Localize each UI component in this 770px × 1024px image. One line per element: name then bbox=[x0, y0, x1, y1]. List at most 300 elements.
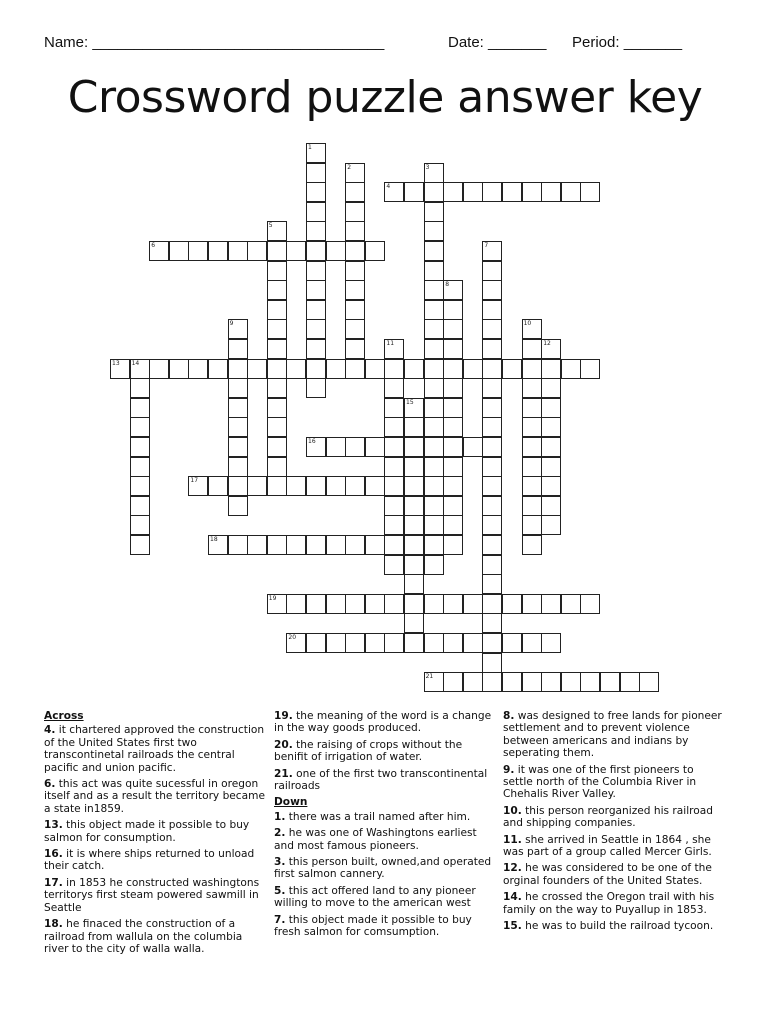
crossword-cell[interactable] bbox=[443, 535, 463, 555]
crossword-cell[interactable] bbox=[130, 398, 150, 418]
date-field-label[interactable]: Date: _______ bbox=[448, 34, 547, 51]
crossword-cell[interactable] bbox=[541, 182, 561, 202]
crossword-cell[interactable] bbox=[443, 359, 463, 379]
crossword-cell[interactable] bbox=[384, 417, 404, 437]
crossword-cell[interactable] bbox=[482, 417, 502, 437]
crossword-cell[interactable] bbox=[541, 515, 561, 535]
crossword-cell[interactable] bbox=[326, 359, 346, 379]
clue-item bbox=[44, 819, 266, 844]
crossword-cell[interactable] bbox=[424, 319, 444, 339]
crossword-cell[interactable] bbox=[228, 359, 248, 379]
crossword-cell[interactable] bbox=[306, 280, 326, 300]
crossword-cell[interactable] bbox=[345, 163, 365, 183]
clue-text: he was to build the railroad tycoon. bbox=[525, 920, 714, 933]
crossword-cell[interactable] bbox=[404, 613, 424, 633]
crossword-cell[interactable] bbox=[306, 261, 326, 281]
period-field-label[interactable]: Period: _______ bbox=[572, 34, 683, 51]
crossword-cell[interactable] bbox=[482, 339, 502, 359]
cell-clue-number: 19 bbox=[268, 594, 277, 602]
crossword-cell[interactable] bbox=[424, 457, 444, 477]
crossword-cell[interactable] bbox=[580, 672, 600, 692]
crossword-cell[interactable] bbox=[541, 359, 561, 379]
crossword-cell[interactable] bbox=[306, 300, 326, 320]
cell-clue-number: 10 bbox=[523, 320, 532, 328]
crossword-cell[interactable] bbox=[247, 535, 267, 555]
crossword-cell[interactable] bbox=[541, 457, 561, 477]
crossword-cell[interactable] bbox=[345, 535, 365, 555]
crossword-cell[interactable] bbox=[443, 457, 463, 477]
crossword-cell[interactable] bbox=[522, 672, 542, 692]
crossword-cell[interactable] bbox=[541, 437, 561, 457]
clue-item bbox=[274, 811, 496, 823]
clue-text: was designed to free lands for pioneer settlement and to prevent violence between americans and indians by seperating them. bbox=[503, 710, 722, 760]
crossword-cell[interactable] bbox=[306, 241, 326, 261]
crossword-cell[interactable] bbox=[502, 182, 522, 202]
clues-column-2 bbox=[274, 710, 496, 943]
crossword-cell[interactable] bbox=[267, 457, 287, 477]
crossword-cell[interactable] bbox=[365, 535, 385, 555]
crossword-cell[interactable] bbox=[580, 182, 600, 202]
crossword-cell[interactable] bbox=[482, 476, 502, 496]
crossword-cell[interactable] bbox=[424, 339, 444, 359]
crossword-cell[interactable] bbox=[267, 339, 287, 359]
crossword-cell[interactable] bbox=[345, 359, 365, 379]
crossword-cell[interactable] bbox=[443, 594, 463, 614]
crossword-cell[interactable] bbox=[404, 398, 424, 418]
crossword-cell[interactable] bbox=[424, 555, 444, 575]
crossword-cell[interactable] bbox=[443, 515, 463, 535]
clue-number: 17. bbox=[44, 876, 63, 889]
crossword-cell[interactable] bbox=[482, 319, 502, 339]
crossword-cell[interactable] bbox=[267, 398, 287, 418]
crossword-cell[interactable] bbox=[149, 241, 169, 261]
crossword-cell[interactable] bbox=[345, 319, 365, 339]
crossword-cell[interactable] bbox=[286, 594, 306, 614]
crossword-cell[interactable] bbox=[482, 496, 502, 516]
crossword-cell[interactable] bbox=[169, 359, 189, 379]
crossword-cell[interactable] bbox=[384, 182, 404, 202]
crossword-cell[interactable] bbox=[443, 398, 463, 418]
crossword-cell[interactable] bbox=[482, 378, 502, 398]
crossword-cell[interactable] bbox=[384, 555, 404, 575]
crossword-cell[interactable] bbox=[365, 241, 385, 261]
crossword-cell[interactable] bbox=[424, 672, 444, 692]
crossword-cell[interactable] bbox=[424, 163, 444, 183]
crossword-cell[interactable] bbox=[345, 437, 365, 457]
crossword-cell[interactable] bbox=[267, 280, 287, 300]
crossword-cell[interactable] bbox=[482, 574, 502, 594]
crossword-cell[interactable] bbox=[522, 359, 542, 379]
crossword-cell[interactable] bbox=[463, 182, 483, 202]
crossword-cell[interactable] bbox=[541, 594, 561, 614]
crossword-cell[interactable] bbox=[365, 437, 385, 457]
cell-clue-number: 11 bbox=[386, 340, 395, 347]
crossword-cell[interactable] bbox=[306, 476, 326, 496]
crossword-cell[interactable] bbox=[306, 163, 326, 183]
cell-clue-number: 12 bbox=[543, 340, 551, 347]
crossword-cell[interactable] bbox=[267, 261, 287, 281]
crossword-cell[interactable] bbox=[345, 221, 365, 241]
crossword-cell[interactable] bbox=[443, 437, 463, 457]
crossword-cell[interactable] bbox=[482, 457, 502, 477]
crossword-cell[interactable] bbox=[404, 496, 424, 516]
crossword-cell[interactable] bbox=[404, 476, 424, 496]
clue-number: 16. bbox=[44, 848, 63, 861]
clue-number: 20. bbox=[274, 738, 293, 751]
crossword-cell[interactable] bbox=[522, 437, 542, 457]
crossword-cell[interactable] bbox=[384, 515, 404, 535]
crossword-cell[interactable] bbox=[463, 437, 483, 457]
crossword-cell[interactable] bbox=[384, 437, 404, 457]
crossword-cell[interactable] bbox=[267, 417, 287, 437]
crossword-cell[interactable] bbox=[463, 359, 483, 379]
crossword-cell[interactable] bbox=[267, 535, 287, 555]
crossword-cell[interactable] bbox=[326, 535, 346, 555]
crossword-cell[interactable] bbox=[424, 359, 444, 379]
crossword-cell[interactable] bbox=[424, 261, 444, 281]
crossword-cell[interactable] bbox=[482, 241, 502, 261]
cell-clue-number: 4 bbox=[386, 183, 391, 191]
crossword-cell[interactable] bbox=[404, 417, 424, 437]
crossword-cell[interactable] bbox=[482, 398, 502, 418]
crossword-cell[interactable] bbox=[384, 535, 404, 555]
crossword-cell[interactable] bbox=[130, 437, 150, 457]
crossword-cell[interactable] bbox=[228, 417, 248, 437]
crossword-cell[interactable] bbox=[424, 300, 444, 320]
cell-clue-number: 16 bbox=[308, 438, 316, 445]
crossword-cell[interactable] bbox=[228, 241, 248, 261]
crossword-cell[interactable] bbox=[424, 633, 444, 653]
crossword-cell[interactable] bbox=[561, 182, 581, 202]
crossword-cell[interactable] bbox=[443, 633, 463, 653]
crossword-cell[interactable] bbox=[365, 633, 385, 653]
crossword-cell[interactable] bbox=[424, 280, 444, 300]
crossword-cell[interactable] bbox=[208, 359, 228, 379]
crossword-cell[interactable] bbox=[443, 417, 463, 437]
crossword-cell[interactable] bbox=[404, 574, 424, 594]
crossword-cell[interactable] bbox=[345, 261, 365, 281]
crossword-cell[interactable] bbox=[404, 594, 424, 614]
crossword-cell[interactable] bbox=[463, 672, 483, 692]
crossword-cell[interactable] bbox=[424, 476, 444, 496]
crossword-cell[interactable] bbox=[522, 633, 542, 653]
crossword-cell[interactable] bbox=[345, 594, 365, 614]
clue-item bbox=[503, 710, 725, 760]
crossword-cell[interactable] bbox=[482, 280, 502, 300]
crossword-cell[interactable] bbox=[345, 339, 365, 359]
crossword-cell[interactable] bbox=[130, 359, 150, 379]
crossword-cell[interactable] bbox=[188, 476, 208, 496]
crossword-cell[interactable] bbox=[384, 633, 404, 653]
crossword-cell[interactable] bbox=[208, 476, 228, 496]
crossword-cell[interactable] bbox=[228, 398, 248, 418]
crossword-cell[interactable] bbox=[561, 672, 581, 692]
cell-clue-number: 7 bbox=[484, 242, 489, 249]
crossword-cell[interactable] bbox=[443, 280, 463, 300]
crossword-cell[interactable] bbox=[443, 672, 463, 692]
crossword-cell[interactable] bbox=[326, 633, 346, 653]
crossword-cell[interactable] bbox=[208, 241, 228, 261]
crossword-cell[interactable] bbox=[522, 417, 542, 437]
clue-number: 11. bbox=[503, 833, 522, 846]
crossword-cell[interactable] bbox=[326, 241, 346, 261]
cell-clue-number: 15 bbox=[406, 398, 414, 406]
crossword-cell[interactable] bbox=[502, 359, 522, 379]
crossword-cell[interactable] bbox=[541, 378, 561, 398]
crossword-cell[interactable] bbox=[345, 182, 365, 202]
crossword-cell[interactable] bbox=[130, 378, 150, 398]
clue-item bbox=[503, 862, 725, 887]
crossword-cell[interactable] bbox=[443, 378, 463, 398]
crossword-cell[interactable] bbox=[424, 182, 444, 202]
crossword-cell[interactable] bbox=[228, 535, 248, 555]
crossword-cell[interactable] bbox=[384, 339, 404, 359]
crossword-cell[interactable] bbox=[443, 339, 463, 359]
crossword-cell[interactable] bbox=[561, 594, 581, 614]
crossword-cell[interactable] bbox=[228, 339, 248, 359]
clue-text: this object made it possible to buy salmon for consumption. bbox=[44, 819, 250, 844]
crossword-cell[interactable] bbox=[482, 555, 502, 575]
cell-clue-number: 21 bbox=[425, 673, 434, 681]
clue-number: 7. bbox=[274, 913, 286, 926]
crossword-cell[interactable] bbox=[522, 594, 542, 614]
crossword-cell[interactable] bbox=[130, 417, 150, 437]
crossword-cell[interactable] bbox=[384, 378, 404, 398]
crossword-cell[interactable] bbox=[541, 633, 561, 653]
crossword-cell[interactable] bbox=[306, 594, 326, 614]
clues-column-1 bbox=[44, 710, 266, 959]
crossword-cell[interactable] bbox=[306, 359, 326, 379]
crossword-cell[interactable] bbox=[463, 633, 483, 653]
crossword-cell[interactable] bbox=[149, 359, 169, 379]
crossword-cell[interactable] bbox=[522, 398, 542, 418]
crossword-cell[interactable] bbox=[247, 241, 267, 261]
crossword-cell[interactable] bbox=[286, 535, 306, 555]
clue-text: he finaced the construction of a railroad from wallula on the columbia river to the city of walla walla. bbox=[44, 918, 243, 955]
crossword-cell[interactable] bbox=[502, 633, 522, 653]
crossword-cell[interactable] bbox=[541, 417, 561, 437]
crossword-cell[interactable] bbox=[306, 378, 326, 398]
crossword-cell[interactable] bbox=[306, 437, 326, 457]
crossword-cell[interactable] bbox=[541, 496, 561, 516]
crossword-cell[interactable] bbox=[522, 515, 542, 535]
crossword-cell[interactable] bbox=[345, 300, 365, 320]
clue-text: one of the first two transcontinental railroads bbox=[274, 767, 488, 793]
crossword-cell[interactable] bbox=[130, 496, 150, 516]
crossword-cell[interactable] bbox=[306, 633, 326, 653]
crossword-cell[interactable] bbox=[541, 339, 561, 359]
clue-number: 10. bbox=[503, 804, 522, 817]
crossword-cell[interactable] bbox=[443, 319, 463, 339]
crossword-cell[interactable] bbox=[522, 476, 542, 496]
crossword-cell[interactable] bbox=[502, 672, 522, 692]
crossword-cell[interactable] bbox=[522, 496, 542, 516]
crossword-cell[interactable] bbox=[110, 359, 130, 379]
crossword-cell[interactable] bbox=[404, 535, 424, 555]
crossword-cell[interactable] bbox=[482, 633, 502, 653]
crossword-cell[interactable] bbox=[522, 339, 542, 359]
name-field-label[interactable]: Name: ___________________________________ bbox=[44, 34, 385, 51]
crossword-cell[interactable] bbox=[345, 476, 365, 496]
clue-item bbox=[274, 856, 496, 881]
crossword-cell[interactable] bbox=[561, 359, 581, 379]
crossword-cell[interactable] bbox=[286, 359, 306, 379]
crossword-cell[interactable] bbox=[267, 594, 287, 614]
crossword-cell[interactable] bbox=[424, 202, 444, 222]
clue-item bbox=[274, 739, 496, 764]
clue-item bbox=[274, 885, 496, 910]
crossword-cell[interactable] bbox=[424, 437, 444, 457]
crossword-cell[interactable] bbox=[384, 398, 404, 418]
crossword-cell[interactable] bbox=[286, 476, 306, 496]
crossword-cell[interactable] bbox=[482, 182, 502, 202]
crossword-cell[interactable] bbox=[404, 515, 424, 535]
crossword-cell[interactable] bbox=[267, 378, 287, 398]
clue-heading-down: Down bbox=[274, 796, 308, 809]
crossword-cell[interactable] bbox=[228, 476, 248, 496]
crossword-cell[interactable] bbox=[522, 457, 542, 477]
crossword-cell[interactable] bbox=[286, 633, 306, 653]
clue-number: 21. bbox=[274, 767, 293, 780]
crossword-cell[interactable] bbox=[443, 300, 463, 320]
crossword-cell[interactable] bbox=[404, 457, 424, 477]
crossword-cell[interactable] bbox=[306, 319, 326, 339]
crossword-cell[interactable] bbox=[424, 378, 444, 398]
clue-number: 1. bbox=[274, 810, 286, 823]
crossword-cell[interactable] bbox=[130, 457, 150, 477]
crossword-cell[interactable] bbox=[267, 221, 287, 241]
crossword-cell[interactable] bbox=[424, 535, 444, 555]
crossword-cell[interactable] bbox=[267, 359, 287, 379]
crossword-cell[interactable] bbox=[130, 535, 150, 555]
crossword-cell[interactable] bbox=[326, 476, 346, 496]
crossword-cell[interactable] bbox=[228, 378, 248, 398]
crossword-cell[interactable] bbox=[188, 241, 208, 261]
crossword-cell[interactable] bbox=[228, 457, 248, 477]
crossword-cell[interactable] bbox=[443, 476, 463, 496]
crossword-cell[interactable] bbox=[267, 476, 287, 496]
crossword-cell[interactable] bbox=[443, 496, 463, 516]
crossword-cell[interactable] bbox=[228, 496, 248, 516]
crossword-cell[interactable] bbox=[208, 535, 228, 555]
crossword-cell[interactable] bbox=[482, 594, 502, 614]
crossword-cell[interactable] bbox=[130, 476, 150, 496]
crossword-cell[interactable] bbox=[267, 319, 287, 339]
crossword-cell[interactable] bbox=[384, 496, 404, 516]
crossword-cell[interactable] bbox=[247, 476, 267, 496]
crossword-cell[interactable] bbox=[424, 515, 444, 535]
crossword-cell[interactable] bbox=[384, 476, 404, 496]
cell-clue-number: 8 bbox=[445, 281, 450, 289]
clue-text: it was one of the first pioneers to settle north of the Columbia River in Chehalis River Valley. bbox=[503, 763, 697, 801]
crossword-cell[interactable] bbox=[541, 476, 561, 496]
clue-text: he was considered to be one of the orginal founders of the United States. bbox=[503, 862, 712, 887]
crossword-cell[interactable] bbox=[580, 359, 600, 379]
crossword-cell[interactable] bbox=[345, 241, 365, 261]
crossword-cell[interactable] bbox=[424, 398, 444, 418]
crossword-cell[interactable] bbox=[345, 202, 365, 222]
crossword-cell[interactable] bbox=[326, 437, 346, 457]
crossword-cell[interactable] bbox=[306, 202, 326, 222]
crossword-cell[interactable] bbox=[482, 437, 502, 457]
crossword-cell[interactable] bbox=[384, 594, 404, 614]
crossword-cell[interactable] bbox=[188, 359, 208, 379]
crossword-cell[interactable] bbox=[424, 221, 444, 241]
crossword-cell[interactable] bbox=[482, 515, 502, 535]
crossword-cell[interactable] bbox=[502, 594, 522, 614]
crossword-cell[interactable] bbox=[482, 535, 502, 555]
crossword-cell[interactable] bbox=[482, 613, 502, 633]
crossword-cell[interactable] bbox=[600, 672, 620, 692]
clue-text: it is where ships returned to unload their catch. bbox=[44, 848, 255, 873]
crossword-cell[interactable] bbox=[424, 496, 444, 516]
crossword-cell[interactable] bbox=[345, 633, 365, 653]
crossword-cell[interactable] bbox=[424, 417, 444, 437]
clue-text: in 1853 he constructed washingtons territorys first steam powered sawmill in Seattle bbox=[44, 876, 260, 914]
crossword-cell[interactable] bbox=[580, 594, 600, 614]
crossword-cell[interactable] bbox=[482, 653, 502, 673]
crossword-cell[interactable] bbox=[463, 594, 483, 614]
crossword-cell[interactable] bbox=[424, 241, 444, 261]
crossword-cell[interactable] bbox=[365, 594, 385, 614]
crossword-cell[interactable] bbox=[345, 280, 365, 300]
crossword-cell[interactable] bbox=[522, 182, 542, 202]
crossword-cell[interactable] bbox=[404, 182, 424, 202]
crossword-cell[interactable] bbox=[482, 672, 502, 692]
crossword-cell[interactable] bbox=[267, 241, 287, 261]
cell-clue-number: 20 bbox=[288, 634, 297, 641]
crossword-cell[interactable] bbox=[522, 319, 542, 339]
crossword-cell[interactable] bbox=[443, 182, 463, 202]
crossword-cell[interactable] bbox=[306, 143, 326, 163]
crossword-cell[interactable] bbox=[365, 359, 385, 379]
crossword-cell[interactable] bbox=[228, 437, 248, 457]
clue-item bbox=[44, 778, 266, 815]
cell-clue-number: 13 bbox=[112, 359, 120, 367]
crossword-cell[interactable] bbox=[404, 555, 424, 575]
crossword-cell[interactable] bbox=[541, 398, 561, 418]
crossword-cell[interactable] bbox=[482, 261, 502, 281]
crossword-cell[interactable] bbox=[267, 437, 287, 457]
crossword-cell[interactable] bbox=[306, 182, 326, 202]
crossword-cell[interactable] bbox=[424, 594, 444, 614]
crossword-cell[interactable] bbox=[365, 476, 385, 496]
crossword-cell[interactable] bbox=[482, 359, 502, 379]
crossword-cell[interactable] bbox=[404, 437, 424, 457]
crossword-cell[interactable] bbox=[228, 319, 248, 339]
crossword-cell[interactable] bbox=[169, 241, 189, 261]
crossword-cell[interactable] bbox=[384, 457, 404, 477]
crossword-cell[interactable] bbox=[130, 515, 150, 535]
crossword-cell[interactable] bbox=[404, 633, 424, 653]
crossword-cell[interactable] bbox=[541, 672, 561, 692]
crossword-cell[interactable] bbox=[306, 221, 326, 241]
crossword-cell[interactable] bbox=[522, 378, 542, 398]
clue-item bbox=[503, 805, 725, 830]
crossword-cell[interactable] bbox=[326, 594, 346, 614]
crossword-cell[interactable] bbox=[267, 300, 287, 320]
crossword-cell[interactable] bbox=[384, 359, 404, 379]
crossword-cell[interactable] bbox=[522, 535, 542, 555]
crossword-cell[interactable] bbox=[306, 339, 326, 359]
crossword-cell[interactable] bbox=[639, 672, 659, 692]
crossword-cell[interactable] bbox=[620, 672, 640, 692]
crossword-cell[interactable] bbox=[482, 300, 502, 320]
crossword-cell[interactable] bbox=[404, 359, 424, 379]
crossword-cell[interactable] bbox=[306, 535, 326, 555]
crossword-cell[interactable] bbox=[286, 241, 306, 261]
crossword-cell[interactable] bbox=[247, 359, 267, 379]
